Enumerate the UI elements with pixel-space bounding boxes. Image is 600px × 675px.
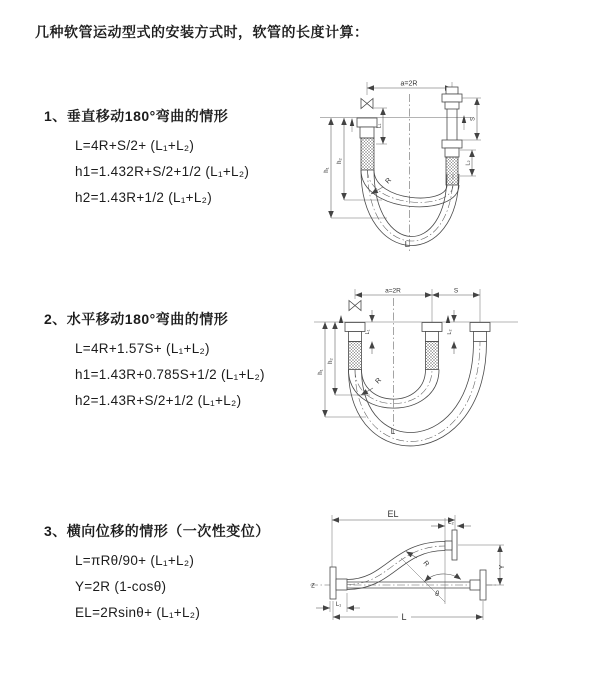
dim-label-l1: L₁	[376, 123, 383, 129]
diagram-vertical-180-bend	[312, 74, 594, 260]
section-2-formula-h1: h1=1.43R+0.785S+1/2 (L₁+L₂)	[75, 367, 265, 382]
section-3-heading: 3、横向位移的情形（一次性变位）	[44, 523, 270, 539]
dim-label-a2r: a=2R	[385, 287, 401, 295]
section-2-heading: 2、水平移动180°弯曲的情形	[44, 311, 229, 327]
right-flange	[470, 570, 486, 600]
section-2	[44, 309, 265, 414]
dim-label-a2r: a=2R	[400, 80, 418, 88]
dim-l1	[365, 310, 372, 354]
hose-arcs	[361, 170, 459, 246]
left-hose-end	[339, 315, 365, 370]
left-hose-end	[350, 118, 377, 170]
section-1	[44, 106, 249, 211]
dim-a2r	[355, 288, 480, 323]
centerline-z-mark: Z	[311, 583, 315, 590]
dim-l1	[374, 108, 387, 144]
dim-label-l-total: L	[390, 427, 396, 436]
section-1-formula-h1: h1=1.432R+S/2+1/2 (L₁+L₂)	[75, 164, 250, 179]
section-2-formula-L: L=4R+1.57S+ (L₁+L₂)	[75, 341, 210, 356]
dim-label-h2: h₂	[337, 158, 343, 164]
right-hose-end	[470, 323, 490, 342]
dim-l2	[431, 520, 471, 526]
section-3	[44, 521, 270, 626]
valve-icon	[349, 301, 361, 311]
dim-l1	[316, 593, 360, 612]
angle-theta	[425, 574, 462, 598]
dim-label-l-total: L	[404, 240, 410, 249]
left-flange	[330, 567, 347, 599]
move-arrow-icon	[446, 315, 450, 323]
dim-label-theta: θ	[435, 591, 439, 598]
diagram-lateral-displacement	[300, 505, 600, 650]
move-arrow-icon	[350, 118, 354, 126]
right-hose-end	[442, 87, 466, 185]
dim-a2r	[367, 81, 452, 96]
hose-arcs	[349, 342, 487, 446]
diagram-horizontal-180-bend	[308, 282, 600, 454]
dim-label-h2: h₂	[328, 358, 334, 364]
dim-label-el: EL	[387, 509, 399, 519]
radius-callout	[406, 552, 430, 569]
dim-label-l-total: L	[401, 612, 407, 622]
middle-hose-end	[422, 315, 450, 370]
section-3-formula-L: L=πRθ/90+ (L₁+L₂)	[75, 553, 195, 568]
dim-label-l1: L₁	[365, 329, 371, 335]
dim-label-r: R	[374, 376, 383, 386]
dim-l2	[460, 150, 476, 176]
section-2-formula-h2: h2=1.43R+S/2+1/2 (L₁+L₂)	[75, 393, 242, 408]
dim-label-r: R	[421, 559, 431, 569]
move-arrow-icon	[462, 115, 466, 123]
dim-label-s: S	[453, 287, 459, 295]
section-1-formula-L: L=4R+S/2+ (L₁+L₂)	[75, 138, 195, 153]
dim-h1	[324, 118, 387, 218]
centerlines	[314, 298, 518, 434]
valve-icon	[361, 99, 373, 109]
dim-label-y: Y	[499, 564, 506, 570]
dim-label-l2: L₂	[465, 160, 472, 166]
top-flange	[445, 530, 457, 560]
section-1-formula-h2: h2=1.43R+1/2 (L₁+L₂)	[75, 190, 213, 205]
dim-label-l1: L₁	[335, 602, 342, 608]
page-title: 几种软管运动型式的安装方式时，软管的长度计算：	[35, 24, 369, 40]
section-3-formula-EL: EL=2Rsinθ+ (L₁+L₂)	[75, 605, 201, 620]
dim-l-total	[333, 601, 483, 622]
dim-label-l2: L₂	[447, 329, 453, 335]
dim-label-h1: h₁	[318, 369, 324, 375]
section-1-heading: 1、垂直移动180°弯曲的情形	[44, 108, 229, 124]
dim-label-r: R	[384, 176, 393, 186]
dim-label-h1: h₁	[324, 167, 330, 173]
dim-label-l2: L₂	[448, 520, 454, 526]
move-arrow-icon	[339, 315, 343, 323]
section-3-formula-Y: Y=2R (1-cosθ)	[75, 579, 167, 594]
dim-label-s: S	[470, 116, 477, 122]
